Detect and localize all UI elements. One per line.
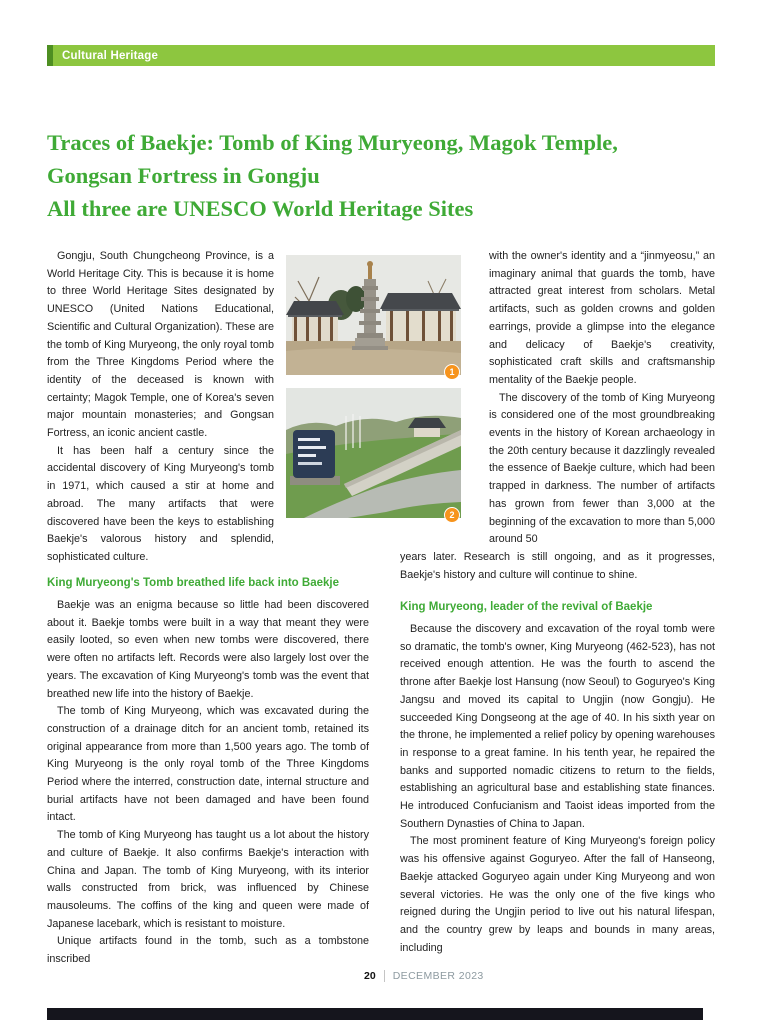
page-footer (364, 970, 484, 982)
section-king-column (400, 621, 715, 957)
article-title-line-1: Traces of Baekje: Tomb of King Muryeong, Magok Temple, (47, 130, 618, 155)
photo-stack (286, 255, 461, 518)
article-title-line-3: All three are UNESCO World Heritage Sites (47, 196, 474, 221)
intro-right-column (489, 248, 715, 549)
paragraph: The discovery of the tomb of King Muryeong is considered one of the most groundbreaking events in the history of Korean archaeology in the 20th century because it dazzlingly revealed the essence of Baekje culture, which had been trapped in darkness. The number of artifacts has grown from fewer than 3,000 at the beginning of the excavation to more than 5,000 around 50 (489, 391, 715, 546)
paragraph: with the owner's identity and a “jinmyeosu,” an imaginary animal that guards the tomb, have attracted great interest from scholars. Metal artifacts, such as golden crowns and golden earrings, provide a glimpse into the elegance and delicacy of Baekje's creativity, sophisticated craft skills and craftsmanship mentality of the Baekje people. (489, 250, 715, 386)
intro-right-continuation (400, 549, 715, 584)
section-label: Cultural Heritage (62, 49, 159, 62)
temple-building-left (286, 301, 344, 341)
article-title-line-2: Gongsan Fortress in Gongju (47, 163, 320, 188)
section-header-bar (47, 45, 715, 66)
paragraph: It has been half a century since the accidental discovery of King Muryeong's tomb in 1971, which caused a stir at home and abroad. The many artifacts that were discovered have been the keys to establishing Baekje's valorous history and splendid, sophisticated culture. (47, 444, 274, 563)
entrance-monument-sign (290, 430, 340, 485)
fortress-photo-illustration (286, 388, 461, 518)
temple-building-right (380, 293, 461, 341)
paragraph: Gongju, South Chungcheong Province, is a World Heritage City. This is because it is home to three World Heritage Sites designated by UNESCO (United Nations Educational, Scientific and Cultural Organization). These are the tomb of King Muryeong, the only royal tomb from the Three Kingdoms Period where the identity of the deceased is known with certainty; Magok Temple, one of Korea's seven major mountain monasteries; and Gongsan Fortress, an iconic ancient castle. (47, 250, 274, 440)
intro-left-column (47, 248, 274, 567)
paragraph: The tomb of King Muryeong has taught us a lot about the history and culture of Baekje. It also confirms Baekje's interaction with China and Japan. The tomb of King Muryeong, with its interior walls constructed from brick, was influenced by Chinese mausoleums. The coffins of the king and queen were made of Japanese lacebark, which is resistant to moisture. (47, 829, 369, 930)
photo-number-badge: 1 (444, 364, 460, 380)
paragraph: Because the discovery and excavation of the royal tomb were so dramatic, the tomb's owner, King Muryeong (462-523), has not received enough attention. He was the fourth to ascend the throne after Baekje lost Hansung (now Seoul) to Goguryeo's King Jangsu and moved its capital to Ungjin (now Gongju). He succeeded King Dongseong at the age of 40. In his sixth year on the throne, he implemented a relief policy by opening warehouses in response to a great famine. In his tenth year, he repaired the banks and supported nomadic citizens to return to the fields, establishing an agricultural base and establishing state finances. He introduced Confucianism and Taoist ideas imported from the Southern Dynasties of China to Japan. (400, 623, 715, 830)
page-number: 20 (364, 970, 376, 982)
temple-photo-illustration (286, 255, 461, 375)
section-heading-king: King Muryeong, leader of the revival of Baekje (400, 601, 653, 613)
section-heading-tomb: King Muryeong's Tomb breathed life back into Baekje (47, 577, 339, 589)
paragraph: years later. Research is still ongoing, and as it progresses, Baekje's history and culture will continue to shine. (400, 551, 715, 581)
paragraph: Baekje was an enigma because so little had been discovered about it. Baekje tombs were built in a way that meant they were easily looted, so even when new tombs were discovered, there were often no artifacts left. Records were also largely lost over the years. The excavation of King Muryeong's tomb was the event that breathed new life into the history of Baekje. (47, 599, 369, 700)
bottom-edge-bar (47, 1008, 703, 1020)
photo-number-badge: 2 (444, 507, 460, 523)
footer-divider (384, 970, 385, 982)
section-tomb-column (47, 597, 369, 969)
paragraph: Unique artifacts found in the tomb, such as a tombstone inscribed (47, 935, 369, 966)
paragraph: The most prominent feature of King Muryeong's foreign policy was his offensive against Goguryeo. After the fall of Hanseong, Baekje attacked Goguryeo again under King Muryeong and won several victories. He was the only one of the five kings who reigned during the Ungjin period to live out his natural lifespan, and the country grew by leaps and bounds in many areas, including (400, 835, 715, 954)
article-title (47, 126, 707, 225)
paragraph: The tomb of King Muryeong, which was excavated during the construction of a drainage ditch for an ancient tomb, retained its original appearance from more than 1,500 years ago. The tomb of King Muryeong is the only royal tomb of the Three Kingdoms Period where the interred, construction date, internal structure and burial artifacts have not been damaged and have been found intact. (47, 705, 369, 824)
temple-photo (286, 255, 461, 375)
issue-date: DECEMBER 2023 (392, 970, 484, 982)
fortress-photo (286, 388, 461, 518)
